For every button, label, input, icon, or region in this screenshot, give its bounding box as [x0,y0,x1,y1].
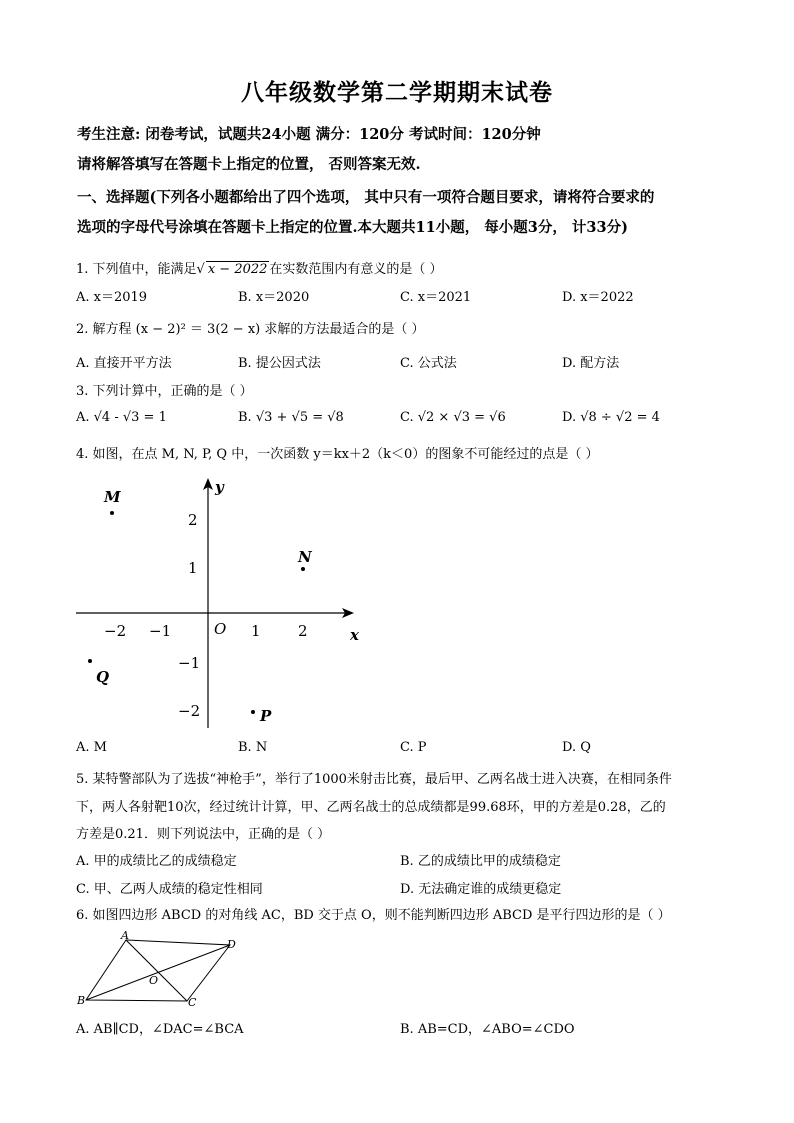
x-axis-label: x [350,626,359,644]
q5-option-d: D. 无法确定谁的成绩更稳定 [400,882,562,897]
exam-title: 八年级数学第二学期期末试卷 [241,79,553,106]
q5-option-a: A. 甲的成绩比乙的成绩稳定 [76,854,237,869]
q4-option-c: C. P [400,740,427,755]
point-m-label: M [104,488,121,506]
q4-option-d: D. Q [562,740,591,755]
vertex-c-label: C [188,996,197,1009]
q5-option-b: B. 乙的成绩比甲的成绩稳定 [400,854,561,869]
x-tick-label: 1 [251,622,261,640]
question-5-line-1: 5. 某特警部队为了选拔“神枪手”，举行了1000米射击比赛，最后甲、乙两名战士进入决赛，在相同条件 [76,772,672,787]
q3-option-c: C. √2 × √3 = √6 [400,410,506,425]
diagonal-ac [126,940,187,1001]
q6-option-a: A. AB∥CD，∠DAC=∠BCA [76,1022,244,1037]
q3-option-b: B. √3 + √5 = √8 [238,410,344,425]
section1-line-1: 一、选择题(下列各小题都给出了四个选项， 其中只有一项符合题目要求，请将符合要求的 [77,189,655,206]
q3-option-d: D. √8 ÷ √2 = 4 [562,410,660,425]
question-5-line-3: 方差是0.21．则下列说法中，正确的是（ ） [76,827,331,842]
section1-line-2: 选项的字母代号涂填在答题卡上指定的位置.本大题共11小题， 每小题3分， 计33分) [77,219,628,236]
q2-option-b: B. 提公因式法 [238,356,321,371]
question-4: 4. 如图，在点 M, N, P, Q 中，一次函数 y＝kx＋2（k＜0）的图象不可能经过的点是（ ） [76,447,599,462]
point-n [301,567,305,571]
y-tick-label: 2 [188,511,198,529]
q6-option-b: B. AB=CD，∠ABO=∠CDO [400,1022,575,1037]
q1-option-a: A. x＝2019 [76,290,148,305]
x-tick-label: −2 [104,622,127,640]
q4-coordinate-graph [60,470,380,740]
question-1-radicand: x − 2022 [207,262,268,277]
q4-option-b: B. N [238,740,268,755]
origin-label: O [214,620,227,638]
q5-option-c: C. 甲、乙两人成绩的稳定性相同 [76,882,263,897]
sqrt-symbol [197,262,205,277]
question-5-line-2: 下，两人各射靶10次，经过统计计算，甲、乙两名战士的总成绩都是99.68环，甲的方差是0.28，乙的 [76,800,666,815]
question-2: 2. 解方程 (x − 2)² ＝ 3(2 − x) 求解的方法最适合的是（ ） [76,322,425,337]
point-q [88,659,92,663]
point-p [251,710,255,714]
q1-option-b: B. x＝2020 [238,290,310,305]
x-tick-label: 2 [298,622,308,640]
vertex-a-label: A [121,930,129,942]
y-axis-label: y [215,478,224,496]
q2-option-c: C. 公式法 [400,356,457,371]
point-q-label: Q [96,668,110,686]
point-n-label: N [298,548,312,566]
question-1 [76,258,443,277]
question-1-post: 在实数范围内有意义的是（ ） [269,262,443,277]
vertex-d-label: D [227,938,236,951]
q1-option-d: D. x＝2022 [562,290,634,305]
q6-parallelogram-figure [70,930,250,1010]
vertex-b-label: B [77,994,86,1007]
q3-option-a: A. √4 - √3 = 1 [76,410,167,425]
point-p-label: P [260,707,272,725]
y-tick-label: 1 [188,559,198,577]
q2-option-a: A. 直接开平方法 [76,356,172,371]
question-3: 3. 下列计算中，正确的是（ ） [76,384,253,399]
y-tick-label: −1 [178,654,201,672]
question-6: 6. 如图四边形 ABCD 的对角线 AC，BD 交于点 O，则不能判断四边形 ABCD 是平行四边形的是（ ） [76,908,671,923]
center-o-label: O [149,974,159,987]
point-m [110,511,114,515]
q4-option-a: A. M [76,740,107,755]
q1-option-c: C. x＝2021 [400,290,472,305]
y-tick-label: −2 [178,702,201,720]
q2-option-d: D. 配方法 [562,356,620,371]
question-1-pre: 1. 下列值中，能满足 [76,262,197,277]
notice-line-1: 考生注意: 闭卷考试，试题共24小题 满分：120分 考试时间：120分钟 [77,126,541,143]
notice-line-2: 请将解答填写在答题卡上指定的位置， 否则答案无效. [77,156,421,173]
x-tick-label: −1 [149,622,172,640]
